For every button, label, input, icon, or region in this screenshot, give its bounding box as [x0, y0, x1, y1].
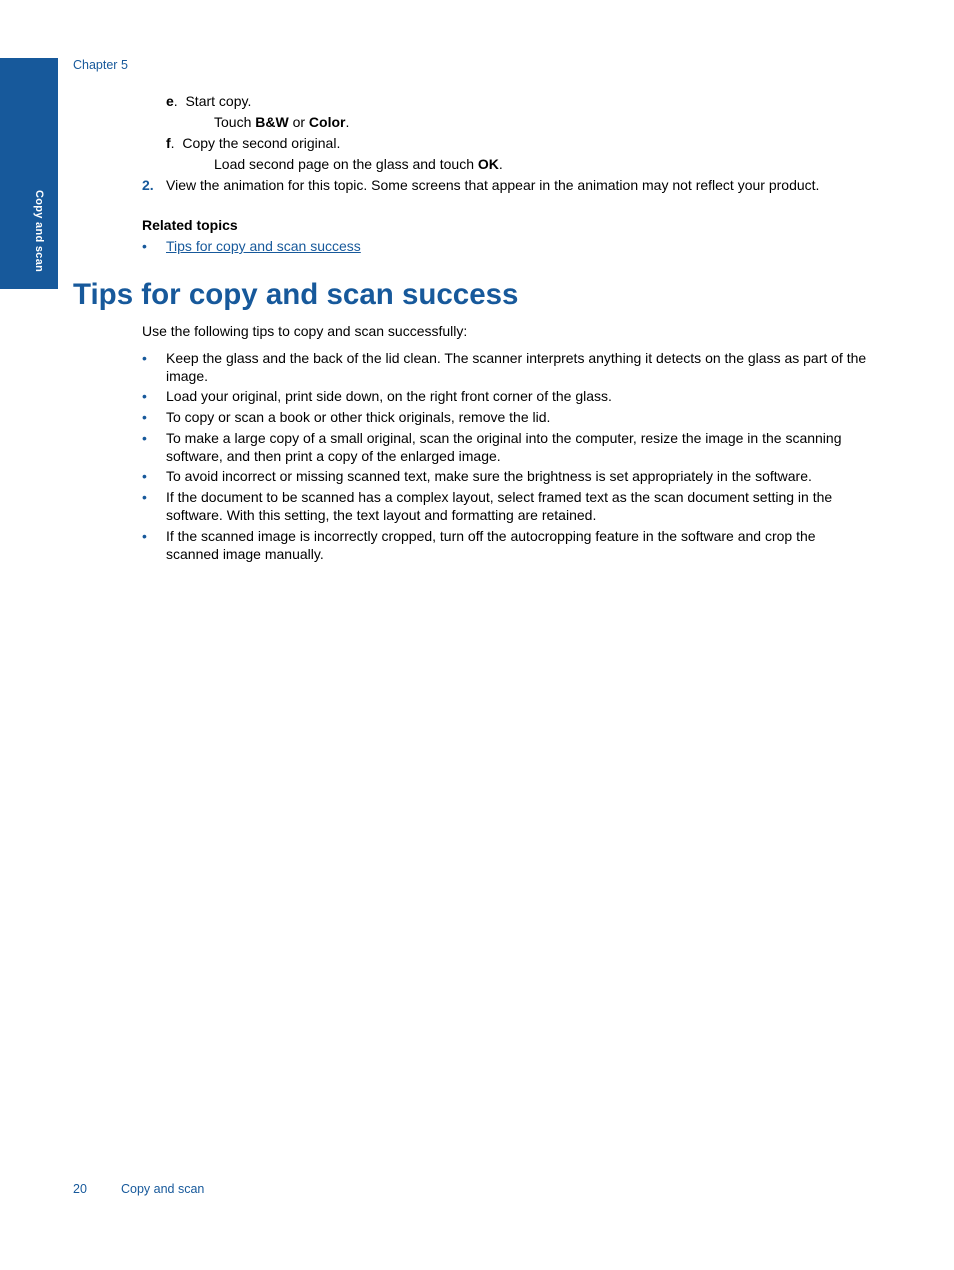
- step-e-detail-mid: or: [288, 114, 309, 130]
- step-e-detail-prefix: Touch: [214, 114, 256, 130]
- side-tab: [0, 58, 58, 289]
- related-bullet: •: [142, 238, 147, 254]
- tip-bullet-4: •: [142, 430, 147, 446]
- step-f-detail-prefix: Load second page on the glass and touch: [214, 156, 478, 172]
- section-intro: Use the following tips to copy and scan successfully:: [142, 323, 468, 339]
- ok-label: OK: [477, 156, 499, 172]
- tip-bullet-7: •: [142, 528, 147, 544]
- step-f-detail-suffix: .: [498, 156, 503, 172]
- tip-item-3: To copy or scan a book or other thick originals, remove the lid.: [166, 409, 551, 425]
- page-number: 20: [73, 1182, 87, 1196]
- tip-bullet-3: •: [142, 409, 147, 425]
- tip-bullet-1: •: [142, 350, 147, 366]
- tip-item-1: Keep the glass and the back of the lid clean. The scanner interprets anything it detects on the glass as part of the image.: [166, 350, 867, 384]
- step-e-detail: [214, 113, 349, 131]
- step-f-detail: [214, 155, 503, 173]
- tip-item-2: Load your original, print side down, on the right front corner of the glass.: [166, 388, 612, 404]
- footer-section-name: Copy and scan: [121, 1182, 205, 1196]
- tip-item-5: To avoid incorrect or missing scanned text, make sure the brightness is set appropriately in the software.: [166, 468, 812, 484]
- related-topics-heading: Related topics: [142, 217, 238, 233]
- step-e-text: Start copy.: [185, 93, 252, 109]
- step-f-letter: f: [166, 135, 171, 151]
- color-label: Color: [308, 114, 346, 130]
- step-e: e. Start copy.: [166, 93, 252, 109]
- step-2-number: 2.: [142, 177, 154, 193]
- tip-bullet-6: •: [142, 489, 147, 505]
- tip-bullet-2: •: [142, 388, 147, 404]
- chapter-header: Chapter 5: [73, 58, 128, 72]
- bw-label: B&W: [255, 114, 289, 130]
- side-tab-label: Copy and scan: [33, 190, 45, 273]
- step-f: f. Copy the second original.: [166, 135, 341, 151]
- related-topic-link[interactable]: Tips for copy and scan success: [166, 238, 361, 254]
- tip-bullet-5: •: [142, 468, 147, 484]
- related-link-row: [166, 237, 361, 255]
- tip-item-7: If the scanned image is incorrectly cropped, turn off the autocropping feature in the software and crop the scanned image manually.: [166, 528, 816, 562]
- section-title: Tips for copy and scan success: [73, 278, 519, 311]
- step-e-letter: e: [166, 93, 174, 109]
- tip-item-6: If the document to be scanned has a complex layout, select framed text as the scan document setting in the software. With this setting, the text layout and formatting are retained.: [166, 489, 833, 523]
- step-e-detail-suffix: .: [345, 114, 350, 130]
- tip-item-4: To make a large copy of a small original, scan the original into the computer, resize the image in the scanning software, and then print a copy of the enlarged image.: [166, 430, 842, 464]
- step-f-text: Copy the second original.: [182, 135, 341, 151]
- step-2-text: View the animation for this topic. Some screens that appear in the animation may not reflect your product.: [166, 177, 820, 193]
